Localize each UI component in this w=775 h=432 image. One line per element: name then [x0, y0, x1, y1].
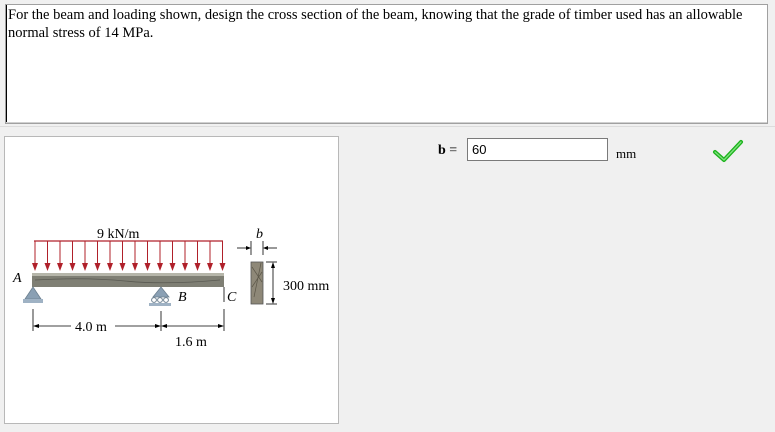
span-bc-arrowhead-left [161, 324, 167, 328]
question-left-border [6, 5, 7, 123]
span-ab-arrowhead-left [33, 324, 39, 328]
load-arrowhead [45, 263, 51, 271]
load-arrowhead [95, 263, 101, 271]
answer-equals: = [449, 143, 458, 158]
load-arrows [32, 241, 226, 271]
question-text: For the beam and loading shown, design the cross section of the beam, knowing that the grade of timber used has an allowable normal stress of 14 MPa. [8, 7, 743, 41]
support-a-label: A [13, 271, 22, 286]
section-divider [0, 126, 775, 127]
roller-1 [152, 298, 157, 303]
roller-support-b [153, 287, 169, 297]
load-arrowhead [107, 263, 113, 271]
span-ab-label: 4.0 m [75, 320, 107, 335]
roller-2 [158, 298, 163, 303]
beam-figure-panel [4, 136, 339, 424]
question-box [5, 4, 768, 124]
support-b-label: B [178, 290, 187, 305]
load-arrowhead [82, 263, 88, 271]
load-arrowhead [220, 263, 226, 271]
point-c-label: C [227, 290, 237, 305]
question-bottom-border [6, 122, 767, 123]
load-arrowhead [157, 263, 163, 271]
load-arrowhead [170, 263, 176, 271]
height-arrowhead-top [271, 262, 275, 268]
width-arrowhead-left [246, 246, 251, 250]
beam-highlight [32, 273, 224, 276]
load-arrowhead [182, 263, 188, 271]
load-arrowhead [195, 263, 201, 271]
answer-unit: mm [616, 146, 637, 161]
answer-label [438, 143, 457, 159]
width-label: b [256, 227, 263, 242]
support-b-base [149, 303, 171, 306]
width-arrowhead-right [263, 246, 268, 250]
load-arrowhead [32, 263, 38, 271]
load-arrowhead [145, 263, 151, 271]
load-arrowhead [207, 263, 213, 271]
support-a-base [23, 299, 43, 303]
span-ab-arrowhead-right [155, 324, 161, 328]
span-bc-arrowhead-right [218, 324, 224, 328]
beam-diagram [5, 137, 338, 423]
pin-support-a [25, 287, 41, 299]
height-label: 300 mm [283, 279, 330, 294]
load-arrowhead [132, 263, 138, 271]
height-arrowhead-bottom [271, 298, 275, 304]
answer-input[interactable] [467, 138, 608, 161]
load-arrowhead [70, 263, 76, 271]
check-icon [712, 138, 744, 164]
answer-variable: b [438, 143, 446, 158]
load-arrowhead [57, 263, 63, 271]
roller-3 [164, 298, 169, 303]
load-arrowhead [120, 263, 126, 271]
load-label: 9 kN/m [97, 227, 140, 242]
span-bc-label: 1.6 m [175, 335, 207, 350]
